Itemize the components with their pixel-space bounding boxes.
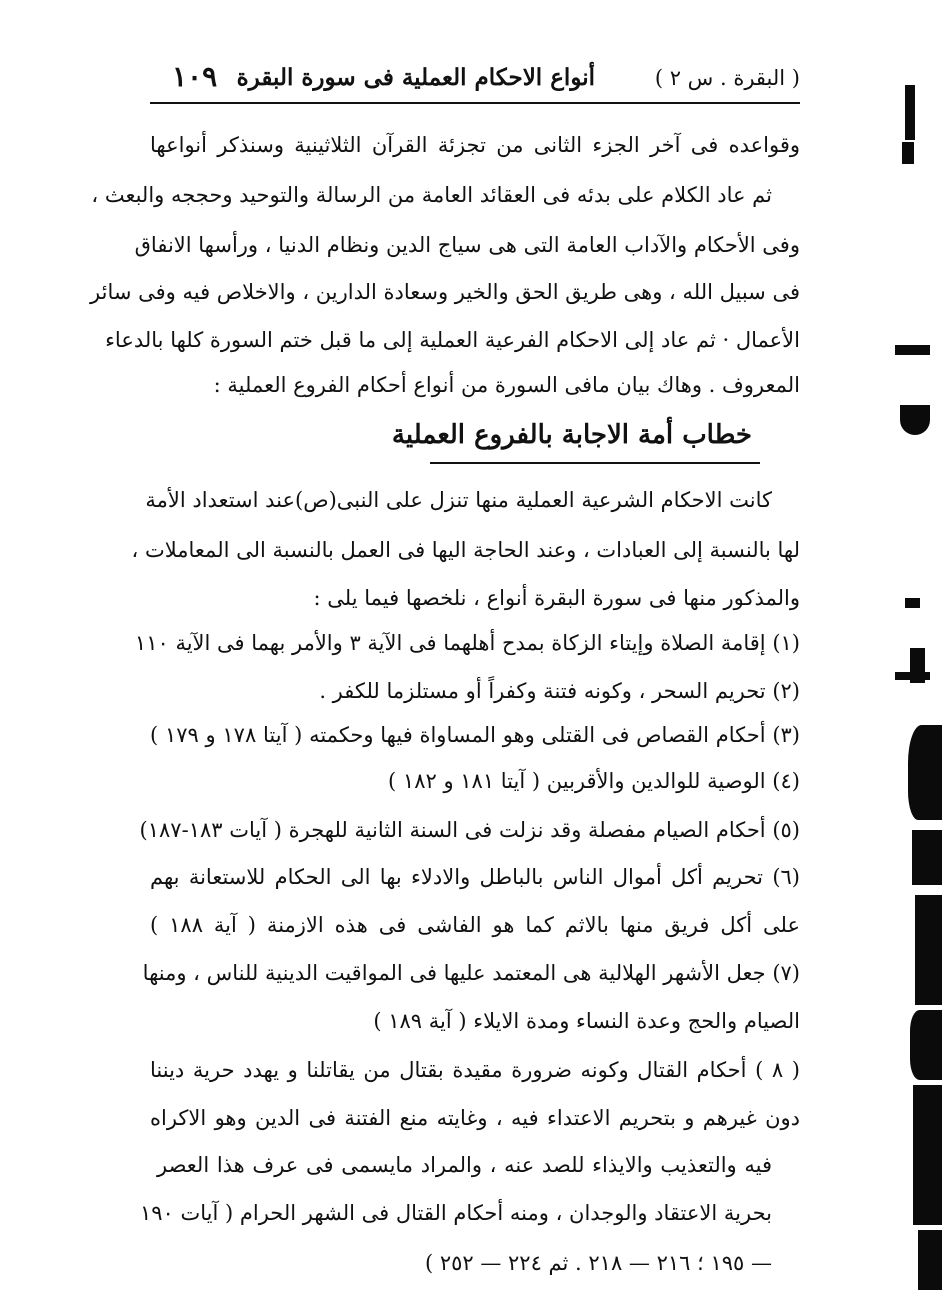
scan-mark [902, 142, 914, 164]
scan-mark [905, 85, 915, 140]
scan-mark [900, 405, 930, 435]
list-item-continuation: الصيام والحج وعدة النساء ومدة الايلاء ( آية ١٨٩ ) [373, 1009, 800, 1033]
scan-mark [908, 725, 942, 820]
list-item: (٧) جعل الأشهر الهلالية هى المعتمد عليها فى المواقيت الدينية للناس ، ومنها [142, 961, 800, 985]
running-title: أنواع الاحكام العملية فى سورة البقرة [236, 64, 595, 91]
scan-mark [910, 1010, 942, 1080]
text-line: الأعمال · ثم عاد إلى الاحكام الفرعية العملية إلى ما قبل ختم السورة كلها بالدعاء [105, 328, 800, 352]
list-item: (٤) الوصية للوالدين والأقربين ( آيتا ١٨١ و ١٨٢ ) [388, 769, 800, 793]
scan-mark [905, 598, 920, 608]
section-title: خطاب أمة الاجابة بالفروع العملية [391, 420, 752, 450]
section-title-rule [430, 462, 760, 464]
list-item-continuation: على أكل فريق منها بالاثم كما هو الفاشى فى هذه الازمنة ( آية ١٨٨ ) [150, 913, 800, 937]
header-rule [150, 102, 800, 104]
text-line: فى سبيل الله ، وهى طريق الحق والخير وسعادة الدارين ، والاخلاص فيه وفى سائر [90, 280, 800, 304]
scan-mark [918, 1230, 942, 1290]
scan-mark [895, 672, 930, 680]
scan-mark [912, 830, 942, 885]
text-line: كانت الاحكام الشرعية العملية منها تنزل على النبى(ص)عند استعداد الأمة [145, 488, 772, 512]
scan-mark [915, 895, 942, 1005]
list-item: (٦) تحريم أكل أموال الناس بالباطل والادلاء بها الى الحكام للاستعانة بهم [150, 865, 800, 889]
list-item-continuation: فيه والتعذيب والايذاء للصد عنه ، والمراد مايسمى فى عرف هذا العصر [157, 1153, 772, 1177]
text-line: المعروف . وهاك بيان مافى السورة من أنواع أحكام الفروع العملية : [213, 373, 800, 397]
list-item: (٥) أحكام الصيام مفصلة وقد نزلت فى السنة الثانية للهجرة ( آيات ١٨٣-١٨٧) [139, 818, 800, 842]
list-item: (١) إقامة الصلاة وإيتاء الزكاة بمدح أهلهما فى الآية ٣ والأمر بهما فى الآية ١١٠ [134, 631, 800, 655]
scan-mark [913, 1085, 942, 1225]
text-line: وقواعده فى آخر الجزء الثانى من تجزئة القرآن الثلاثينية وسنذكر أنواعها [150, 133, 800, 157]
text-line: لها بالنسبة إلى العبادات ، وعند الحاجة اليها فى العمل بالنسبة الى المعاملات ، [131, 538, 800, 562]
text-line: والمذكور منها فى سورة البقرة أنواع ، نلخصها فيما يلى : [313, 586, 800, 610]
list-item: ( ٨ ) أحكام القتال وكونه ضرورة مقيدة بقتال من يقاتلنا و يهدد حرية ديننا [150, 1058, 800, 1082]
scan-mark [895, 345, 930, 355]
page-number: ١٠٩ [172, 60, 218, 93]
list-item-continuation: — ١٩٥ ؛ ٢١٦ — ٢١٨ . ثم ٢٢٤ — ٢٥٢ ) [424, 1251, 772, 1275]
list-item: (٢) تحريم السحر ، وكونه فتنة وكفراً أو مستلزما للكفر . [319, 679, 800, 703]
text-line: وفى الأحكام والآداب العامة التى هى سياج الدين ونظام الدنيا ، ورأسها الانفاق [134, 233, 800, 257]
surah-reference: ( البقرة . س ٢ ) [654, 66, 800, 90]
page-header [150, 60, 800, 104]
list-item: (٣) أحكام القصاص فى القتلى وهو المساواة فيها وحكمته ( آيتا ١٧٨ و ١٧٩ ) [150, 723, 800, 747]
list-item-continuation: دون غيرهم و بتحريم الاعتداء فيه ، وغايته منع الفتنة فى الدين وهو الاكراه [150, 1106, 800, 1130]
text-line: ثم عاد الكلام على بدئه فى العقائد العامة من الرسالة والتوحيد وحججه والبعث ، [91, 183, 772, 207]
list-item-continuation: بحرية الاعتقاد والوجدان ، ومنه أحكام القتال فى الشهر الحرام ( آيات ١٩٠ [139, 1201, 772, 1225]
